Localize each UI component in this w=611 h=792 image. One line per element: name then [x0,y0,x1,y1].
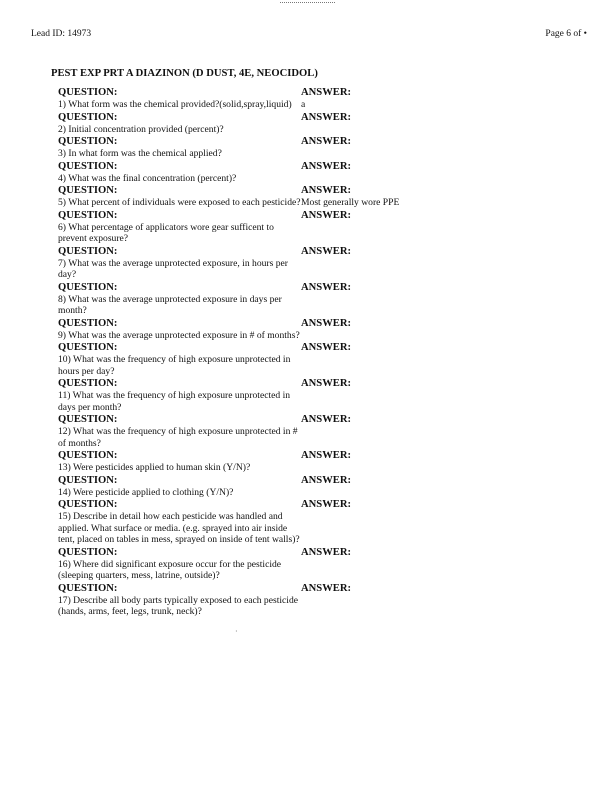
question-label: QUESTION: [58,342,118,353]
answer-block [301,161,541,173]
answer-block [301,499,541,511]
answer-label: ANSWER: [301,185,352,196]
question-label: QUESTION: [58,111,118,123]
question-label: QUESTION: [58,136,118,147]
scan-artifact-mark: · [235,627,238,636]
question-block [58,475,303,499]
question-block [58,87,303,111]
page-number: Page 6 of • [545,29,587,39]
question-text: 4) What was the final concentration (percent)? [58,172,237,184]
answer-label: ANSWER: [301,546,352,558]
answer-block [301,136,541,148]
question-text: 5) What percent of individuals were exposed to each pesticide? [58,197,301,208]
answer-label: ANSWER: [301,450,352,461]
question-answer-list [58,87,548,619]
answer-label: ANSWER: [301,414,352,425]
question-text: 8) What was the average unprotected exposure in days per month? [58,293,282,316]
question-text: 9) What was the average unprotected exposure in # of months? [58,329,300,341]
answer-block [301,475,541,487]
question-label: QUESTION: [58,582,118,594]
qa-item-4 [58,161,548,185]
question-text: 1) What form was the chemical provided?(solid,spray,liquid) [58,99,292,110]
answer-text: Most generally wore PPE [301,197,400,208]
question-text: 3) In what form was the chemical applied? [58,148,222,159]
qa-item-13 [58,450,548,474]
question-text: 15) Describe in detail how each pesticide was handled and applied. What surface or media. (e.g. sprayed into air inside tent, placed on tables in mess, sprayed on inside of tent walls)? [58,511,300,545]
answer-label: ANSWER: [301,209,352,221]
answer-block [301,246,541,258]
answer-label: ANSWER: [301,474,352,486]
question-label: QUESTION: [58,160,118,172]
question-text: 11) What was the frequency of high exposure unprotected in days per month? [58,390,291,413]
answer-label: ANSWER: [301,160,352,172]
qa-item-3 [58,136,548,160]
question-label: QUESTION: [58,499,118,510]
question-text: 12) What was the frequency of high exposure unprotected in # of months? [58,426,298,449]
answer-block [301,378,541,390]
qa-item-15 [58,499,548,546]
question-text: 6) What percentage of applicators wore gear sufficent to prevent exposure? [58,221,274,244]
question-text: 17) Describe all body parts typically exposed to each pesticide (hands, arms, feet, legs, trunk, neck)? [58,594,299,617]
question-label: QUESTION: [58,546,118,558]
question-block [58,246,303,281]
question-block [58,414,303,449]
qa-item-7 [58,246,548,281]
question-block [58,210,303,245]
answer-block [301,450,541,462]
question-text: 7) What was the average unprotected exposure, in hours per day? [58,257,288,280]
answer-block [301,185,541,209]
answer-label: ANSWER: [301,582,352,594]
qa-item-9 [58,318,548,342]
question-block [58,342,303,377]
question-block [58,161,303,185]
answer-label: ANSWER: [301,499,352,510]
answer-label: ANSWER: [301,136,352,147]
answer-label: ANSWER: [301,245,352,257]
qa-item-14 [58,475,548,499]
qa-item-5 [58,185,548,209]
answer-block [301,112,541,124]
question-block [58,583,303,618]
question-label: QUESTION: [58,378,118,389]
question-label: QUESTION: [58,281,118,293]
qa-item-12 [58,414,548,449]
question-text: 2) Initial concentration provided (percent)? [58,123,224,135]
question-text: 14) Were pesticide applied to clothing (Y/N)? [58,486,234,498]
answer-block [301,87,541,111]
qa-item-11 [58,378,548,413]
answer-block [301,318,541,330]
question-block [58,378,303,413]
question-text: 16) Where did significant exposure occur for the pesticide (sleeping quarters, mess, latrine, outside)? [58,558,282,581]
question-block [58,450,303,474]
answer-block [301,282,541,294]
qa-item-10 [58,342,548,377]
question-label: QUESTION: [58,209,118,221]
question-block [58,136,303,160]
answer-label: ANSWER: [301,342,352,353]
question-label: QUESTION: [58,185,118,196]
qa-item-6 [58,210,548,245]
question-block [58,282,303,317]
answer-block [301,547,541,559]
question-label: QUESTION: [58,474,118,486]
answer-text: a [301,99,306,110]
top-rule [280,2,335,3]
question-block [58,318,303,342]
question-text: 13) Were pesticides applied to human skin (Y/N)? [58,462,251,473]
answer-label: ANSWER: [301,87,352,98]
answer-block [301,583,541,595]
question-label: QUESTION: [58,450,118,461]
question-block [58,547,303,582]
question-block [58,112,303,136]
answer-label: ANSWER: [301,111,352,123]
question-label: QUESTION: [58,414,118,425]
question-label: QUESTION: [58,317,118,329]
lead-id: Lead ID: 14973 [31,29,92,39]
answer-block [301,342,541,354]
answer-block [301,414,541,426]
question-block [58,185,303,209]
qa-item-17 [58,583,548,618]
qa-item-2 [58,112,548,136]
question-label: QUESTION: [58,245,118,257]
answer-label: ANSWER: [301,378,352,389]
answer-block [301,210,541,222]
qa-item-1 [58,87,548,111]
answer-label: ANSWER: [301,281,352,293]
question-block [58,499,303,546]
document-title: PEST EXP PRT A DIAZINON (D DUST, 4E, NEOCIDOL) [51,68,318,79]
qa-item-16 [58,547,548,582]
question-text: 10) What was the frequency of high exposure unprotected in hours per day? [58,354,291,377]
qa-item-8 [58,282,548,317]
answer-label: ANSWER: [301,317,352,329]
question-label: QUESTION: [58,87,118,98]
